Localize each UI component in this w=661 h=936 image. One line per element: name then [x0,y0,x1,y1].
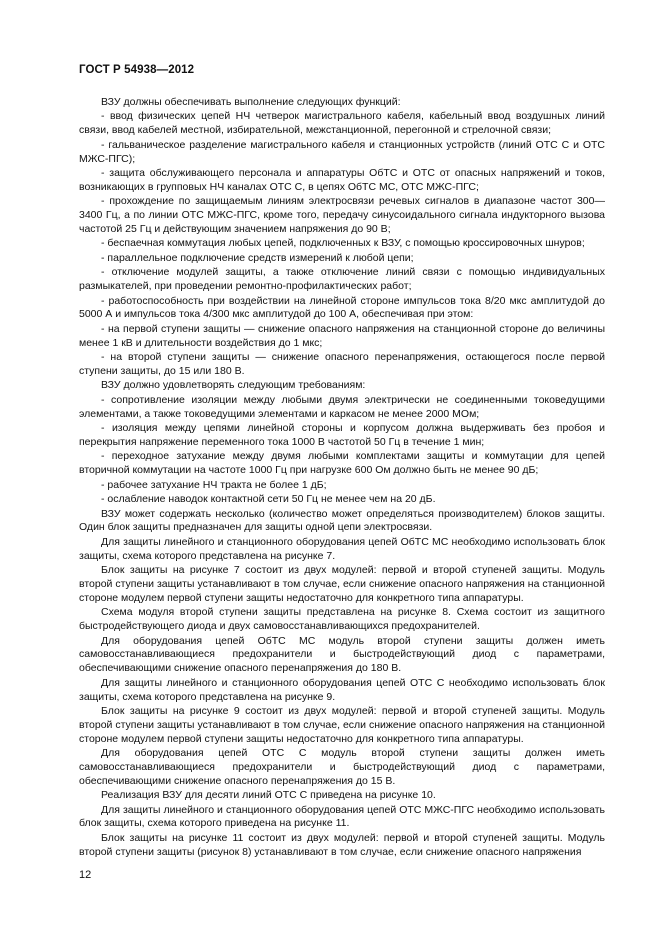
paragraph: Для оборудования цепей ОТС С модуль второй ступени защиты должен иметь самовосстанавливающиеся предохранители и быстродействующий диод с параметрами, обеспечивающими снижение опасного перенапряжения до 15 В. [79,747,605,787]
paragraph: Для защиты линейного и станционного оборудования цепей ОТС С необходимо использовать блок защиты, схема которого представлена на рисунке 9. [79,676,605,703]
paragraph: ВЗУ должны обеспечивать выполнение следующих функций: [101,96,401,108]
paragraph: Схема модуля второй ступени защиты представлена на рисунке 8. Схема состоит из защитного быстродействующего диода и двух самовосстанавливающихся предохранителей. [79,606,605,633]
paragraph: Блок защиты на рисунке 9 состоит из двух модулей: первой и второй ступеней защиты. Модуль второй ступени защиты устанавливают в том случае, если снижение опасного напряжения на станционной стороне модулем первой ступени защиты недостаточно для конкретного типа аппаратуры. [79,704,605,745]
paragraph: - сопротивление изоляции между любыми двумя электрически не соединенными токоведущими элементами, а также токоведущими элементами и каркасом не менее 2000 МОм; [79,393,605,420]
paragraph: Для оборудования цепей ОбТС МС модуль второй ступени защиты должен иметь самовосстанавливающиеся предохранители и быстродействующий диод с параметрами, обеспечивающими снижение опасного перенапряжения до 180 В. [79,634,605,675]
paragraph: - параллельное подключение средств измерений к любой цепи; [101,251,414,264]
paragraph: - ослабление наводок контактной сети 50 Гц не менее чем на 20 дБ. [101,493,436,506]
paragraph: - прохождение по защищаемым линиям электросвязи речевых сигналов в диапазоне частот 300—3400 Гц, а по линии ОТС МЖС-ПГС, кроме того, передачу синусоидального сигнала индукторного вызова частотой 25 Гц и действующим значением напряжения до 90 В; [79,195,605,235]
paragraph: ВЗУ может содержать несколько (количество может определяться производителем) блоков защиты. Один блок защиты предназначен для защиты одной цепи электросвязи. [79,507,605,534]
paragraph: Для защиты линейного и станционного оборудования цепей ОТС МЖС-ПГС необходимо использовать блок защиты, схема которого приведена на рисунке 11. [79,803,605,830]
paragraph: Блок защиты на рисунке 11 состоит из двух модулей: первой и второй ступеней защиты. Модуль второй ступени защиты (рисунок 8) устанавливают в том случае, если снижение опасного напряжения [79,831,605,858]
document-body [79,96,605,860]
paragraph: Для защиты линейного и станционного оборудования цепей ОбТС МС необходимо использовать блок защиты, схема которого представлена на рисунке 7. [79,535,605,562]
paragraph: - беспаечная коммутация любых цепей, подключенных к ВЗУ, с помощью кроссировочных шнуров; [101,237,585,250]
paragraph: - отключение модулей защиты, а также отключение линий связи с помощью индивидуальных размыкателей, при проведении ремонтно-профилактических работ; [79,266,605,293]
paragraph: - ввод физических цепей НЧ четверок магистрального кабеля, кабельный ввод воздушных линий связи, ввод кабелей местной, избирательной, межстанционной, перегонной и стрелочной связи; [79,110,605,137]
document-header: ГОСТ Р 54938—2012 [79,64,195,76]
paragraph: ВЗУ должно удовлетворять следующим требованиям: [101,379,366,392]
paragraph: Реализация ВЗУ для десяти линий ОТС С приведена на рисунке 10. [101,789,436,802]
paragraph: - гальваническое разделение магистрального кабеля и станционных устройств (линий ОТС С и ОТС МЖС-ПГС); [79,138,605,165]
paragraph: - защита обслуживающего персонала и аппаратуры ОбТС и ОТС от опасных напряжений и токов, возникающих в групповых НЧ каналах ОТС С, в цепях ОбТС МС, ОТС МЖС-ПГС; [79,167,605,193]
paragraph: - изоляция между цепями линейной стороны и корпусом должна выдерживать без пробоя и перекрытия напряжение переменного тока 1000 В частотой 50 Гц в течение 1 мин; [79,422,605,448]
page-number: 12 [79,869,92,881]
paragraph: - переходное затухание между двумя любыми комплектами защиты и коммутации для цепей вторичной коммутации на частоте 1000 Гц при нагрузке 600 Ом должно быть не менее 90 дБ; [79,450,605,477]
paragraph: Блок защиты на рисунке 7 состоит из двух модулей: первой и второй ступеней защиты. Модуль второй ступени защиты устанавливают в том случае, если снижение опасного напряжения на станционной стороне модулем первой ступени защиты недостаточно для конкретного типа аппаратуры. [79,564,605,604]
paragraph: - на первой ступени защиты — снижение опасного напряжения на станционной стороне до величины менее 1 кВ и длительности воздействия до 1 мкс; [79,322,605,349]
paragraph: - работоспособность при воздействии на линейной стороне импульсов тока 8/20 мкс амплитудой до 5000 А и импульсов тока 4/300 мкс амплитудой до 100 А, обеспечивая при этом: [79,294,605,321]
paragraph: - на второй ступени защиты — снижение опасного перенапряжения, остающегося после первой ступени защиты, до 15 или 180 В. [79,351,605,377]
paragraph: - рабочее затухание НЧ тракта не более 1 дБ; [101,478,327,491]
